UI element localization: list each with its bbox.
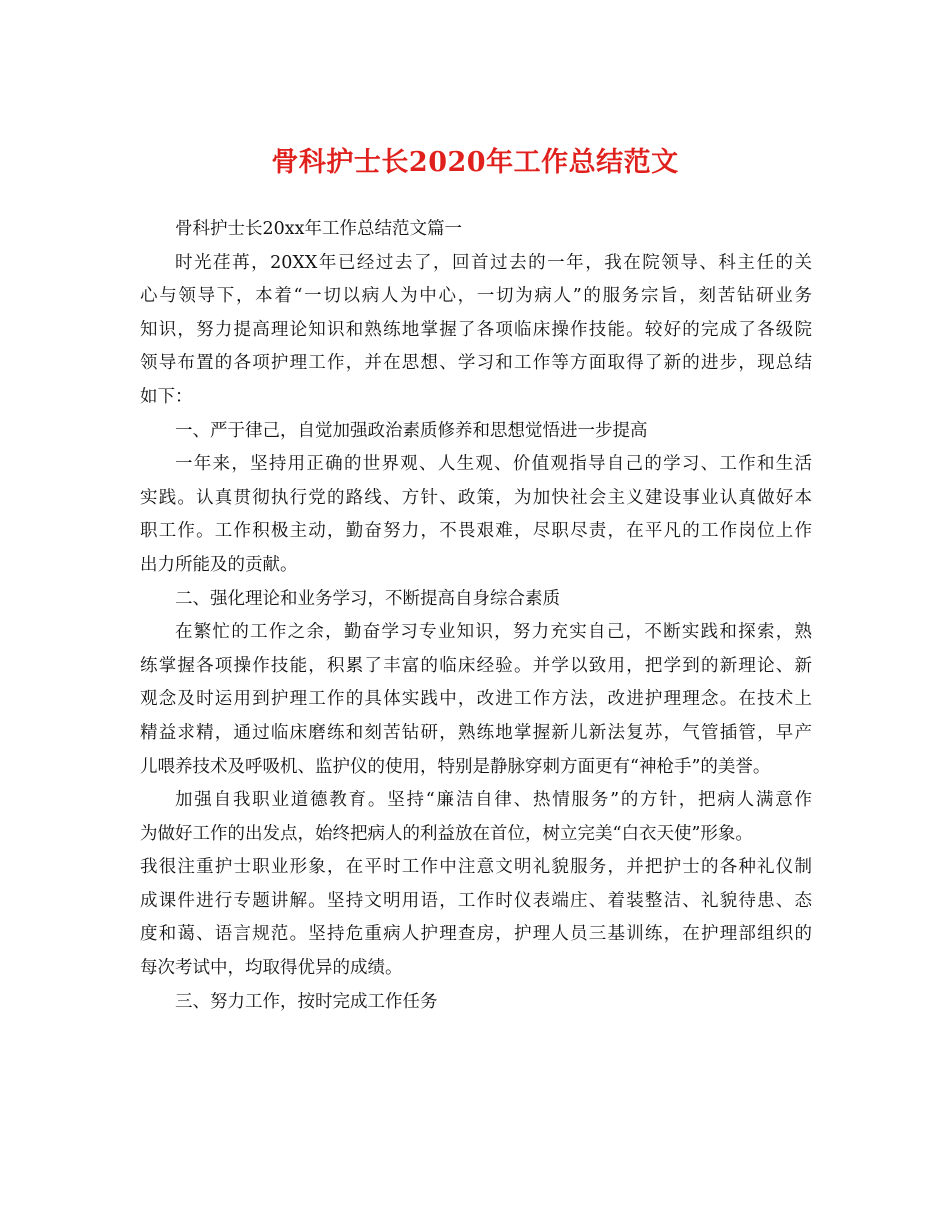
text-line: 出力所能及的贡献。 — [140, 554, 298, 575]
text-line: 时光荏苒，20XX年已经过去了，回首过去的一年，我在院领导、科主任的关 — [175, 252, 812, 273]
text-line: 知识，努力提高理论知识和熟练地掌握了各项临床操作技能。较好的完成了各级院 — [140, 319, 812, 340]
text-line: 为做好工作的出发点，始终把病人的利益放在首位，树立完美“白衣天使”形象。 — [140, 823, 753, 844]
document-title: 骨科护士长2020年工作总结范文 — [271, 147, 679, 178]
text-line: 领导布置的各项护理工作，并在思想、学习和工作等方面取得了新的进步，现总结 — [140, 353, 812, 374]
text-line: 心与领导下，本着“一切以病人为中心，一切为病人”的服务宗旨，刻苦钻研业务 — [140, 286, 812, 307]
text-line: 加强自我职业道德教育。坚持“廉洁自律、热情服务”的方针，把病人满意作 — [175, 790, 812, 811]
text-line: 在繁忙的工作之余，勤奋学习专业知识，努力充实自己，不断实践和探索，熟 — [175, 622, 812, 643]
text-line: 如下： — [140, 386, 193, 407]
document-body — [140, 213, 812, 1019]
text-line: 职工作。工作积极主动，勤奋努力，不畏艰难，尽职尽责，在平凡的工作岗位上作 — [140, 521, 812, 542]
text-line: 观念及时运用到护理工作的具体实践中，改进工作方法，改进护理理念。在技术上 — [140, 689, 812, 710]
text-line: 三、努力工作，按时完成工作任务 — [175, 991, 438, 1012]
text-line: 成课件进行专题讲解。坚持文明用语，工作时仪表端庄、着装整洁、礼貌待患、态 — [140, 890, 812, 911]
text-line: 骨科护士长20xx年工作总结范文篇一 — [175, 219, 463, 239]
text-line: 儿喂养技术及呼吸机、监护仪的使用，特别是静脉穿刺方面更有“神枪手”的美誉。 — [140, 756, 771, 777]
text-line: 每次考试中，均取得优异的成绩。 — [140, 958, 403, 979]
text-line: 二、强化理论和业务学习，不断提高自身综合素质 — [175, 588, 560, 609]
text-line: 精益求精，通过临床磨练和刻苦钻研，熟练地掌握新儿新法复苏，气管插管，早产 — [140, 722, 812, 743]
text-line: 一、严于律己，自觉加强政治素质修养和思想觉悟进一步提高 — [175, 420, 648, 441]
text-line: 练掌握各项操作技能，积累了丰富的临床经验。并学以致用，把学到的新理论、新 — [140, 655, 812, 676]
text-line: 一年来，坚持用正确的世界观、人生观、价值观指导自己的学习、工作和生活 — [175, 454, 812, 475]
text-line: 我很注重护士职业形象，在平时工作中注意文明礼貌服务，并把护士的各种礼仪制 — [140, 857, 812, 878]
text-line: 实践。认真贯彻执行党的路线、方针、政策，为加快社会主义建设事业认真做好本 — [140, 487, 812, 508]
text-line: 度和蔼、语言规范。坚持危重病人护理查房，护理人员三基训练，在护理部组织的 — [140, 924, 812, 945]
